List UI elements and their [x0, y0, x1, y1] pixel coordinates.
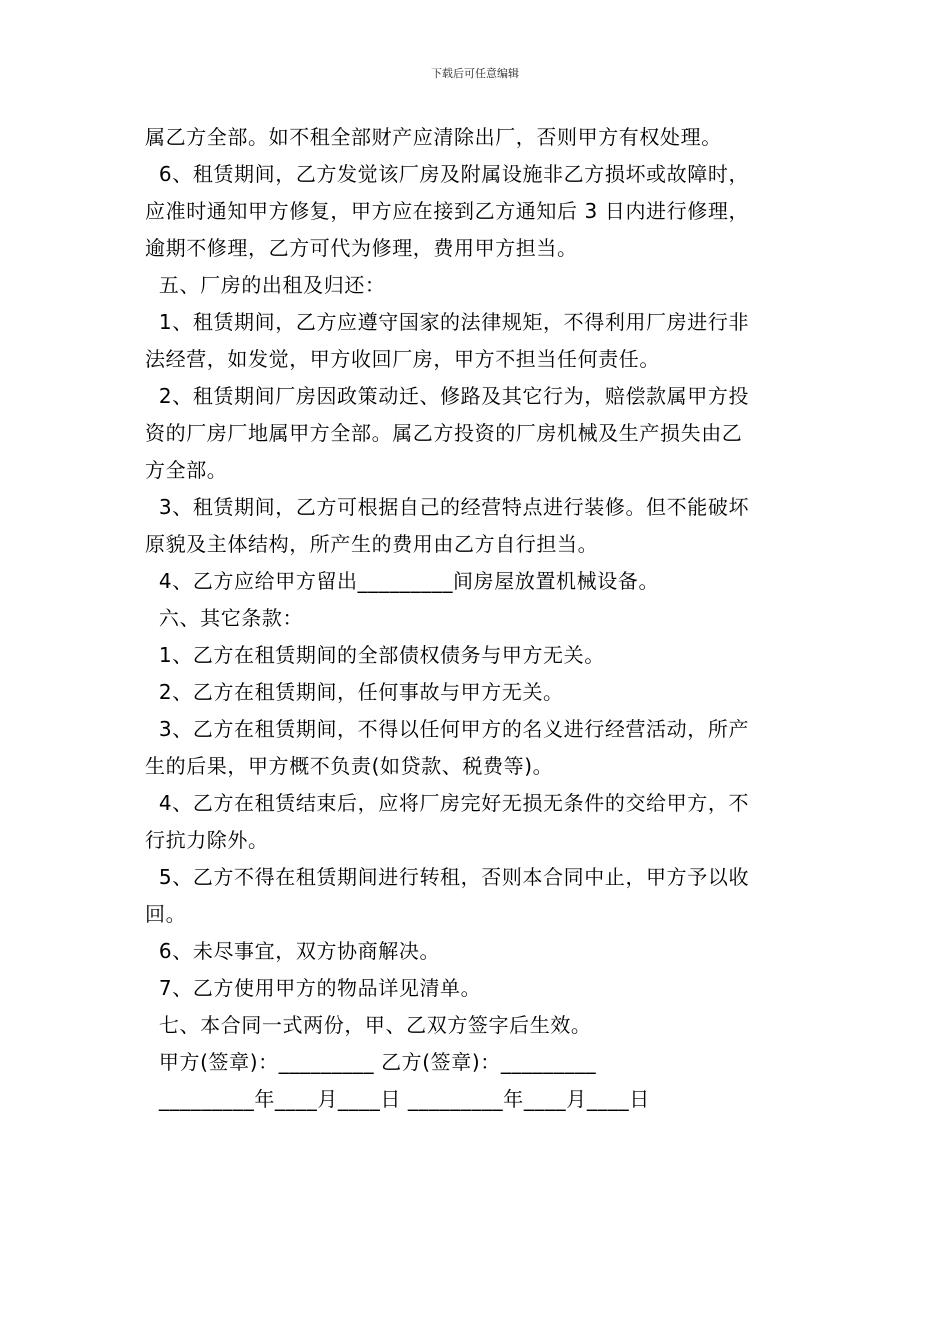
- paragraph: [145, 156, 810, 267]
- text-line: 六、其它条款：: [145, 606, 304, 630]
- text-line: 资的厂房厂地属甲方全部。属乙方投资的厂房机械及生产损失由乙: [145, 421, 743, 445]
- text-line: 6、未尽事宜，双方协商解决。: [145, 939, 441, 963]
- text-line: 3、乙方在租赁期间，不得以任何甲方的名义进行经营活动，所产: [145, 717, 750, 741]
- page-header: 下载后可任意编辑: [431, 67, 519, 80]
- text-line: 4、乙方在租赁结束后，应将厂房完好无损无条件的交给甲方，不: [145, 791, 750, 815]
- text-line: _________年____月____日 _________年____月____日: [145, 1087, 650, 1111]
- paragraph: [145, 119, 810, 156]
- paragraph: [145, 267, 810, 304]
- text-line: 6、租赁期间，乙方发觉该厂房及附属设施非乙方损坏或故障时，: [145, 162, 750, 186]
- paragraph: [145, 304, 810, 378]
- paragraph: [145, 489, 810, 563]
- paragraph: [145, 1007, 810, 1044]
- paragraph: [145, 674, 810, 711]
- text-line: 4、乙方应给甲方留出_________间房屋放置机械设备。: [145, 569, 660, 593]
- text-line: 3、租赁期间，乙方可根据自己的经营特点进行装修。但不能破坏: [145, 495, 750, 519]
- text-line: 行抗力除外。: [145, 828, 269, 852]
- paragraph: [145, 1044, 810, 1081]
- paragraph: [145, 711, 810, 785]
- text-line: 法经营，如发觉，甲方收回厂房，甲方不担当任何责任。: [145, 347, 660, 371]
- text-line: 属乙方全部。如不租全部财产应清除出厂，否则甲方有权处理。: [145, 125, 722, 149]
- text-line: 7、乙方使用甲方的物品详见清单。: [145, 976, 482, 1000]
- text-line: 回。: [145, 902, 187, 926]
- paragraph: [145, 637, 810, 674]
- paragraph: [145, 785, 810, 859]
- paragraph: [145, 970, 810, 1007]
- paragraph: [145, 1081, 810, 1118]
- paragraph: [145, 563, 810, 600]
- text-line: 五、厂房的出租及归还：: [145, 273, 386, 297]
- text-line: 甲方(签章)：_________ 乙方(签章)：_________: [145, 1050, 597, 1074]
- paragraph: [145, 378, 810, 489]
- text-line: 2、乙方在租赁期间，任何事故与甲方无关。: [145, 680, 564, 704]
- paragraph: [145, 600, 810, 637]
- text-line: 七、本合同一式两份，甲、乙双方签字后生效。: [145, 1013, 592, 1037]
- text-line: 2、租赁期间厂房因政策动迁、修路及其它行为，赔偿款属甲方投: [145, 384, 750, 408]
- text-line: 方全部。: [145, 458, 228, 482]
- text-line: 5、乙方不得在租赁期间进行转租，否则本合同中止，甲方予以收: [145, 865, 750, 889]
- paragraph: [145, 933, 810, 970]
- paragraph: [145, 859, 810, 933]
- text-line: 生的后果，甲方概不负责(如贷款、税费等)。: [145, 754, 554, 778]
- text-line: 逾期不修理，乙方可代为修理，费用甲方担当。: [145, 236, 578, 260]
- document-body: [145, 119, 810, 1118]
- text-line: 1、租赁期间，乙方应遵守国家的法律规矩，不得利用厂房进行非: [145, 310, 750, 334]
- text-line: 原貌及主体结构，所产生的费用由乙方自行担当。: [145, 532, 599, 556]
- text-line: 应准时通知甲方修复，甲方应在接到乙方通知后 3 日内进行修理，: [145, 199, 750, 223]
- text-line: 1、乙方在租赁期间的全部债权债务与甲方无关。: [145, 643, 605, 667]
